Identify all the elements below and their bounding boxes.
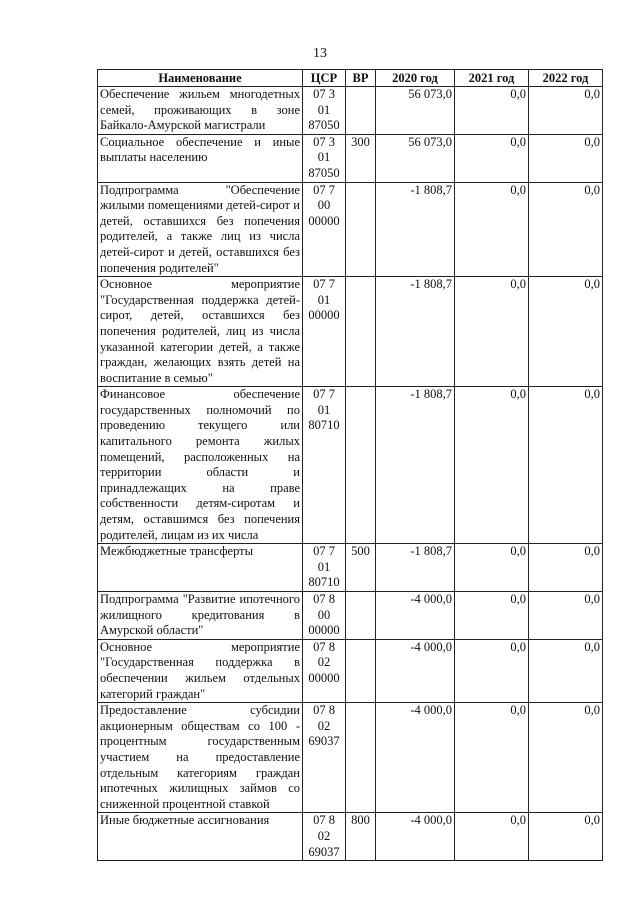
row-csr: 07 8 02 69037 [303, 703, 346, 813]
header-name: Наименование [98, 70, 303, 87]
row-vr [346, 703, 376, 813]
table-row [98, 592, 603, 640]
row-2022: 0,0 [529, 277, 603, 387]
row-name: Подпрограмма "Развитие ипотечного жилищного кредитования в Амурской области" [98, 592, 303, 640]
row-2021: 0,0 [455, 639, 529, 702]
header-csr: ЦСР [303, 70, 346, 87]
table-header-row [98, 70, 603, 87]
row-2020: 56 073,0 [376, 87, 455, 135]
row-name: Обеспечение жильем многодетных семей, проживающих в зоне Байкало-Амурской магистрали [98, 87, 303, 135]
row-2022: 0,0 [529, 87, 603, 135]
row-name: Иные бюджетные ассигнования [98, 813, 303, 861]
row-2022: 0,0 [529, 134, 603, 182]
row-2021: 0,0 [455, 703, 529, 813]
row-vr [346, 87, 376, 135]
row-name: Подпрограмма "Обеспечение жилыми помещениями детей-сирот и детей, оставшихся без попечения родителей, а также лиц из числа детей-сирот и детей, оставшихся без попечения родителей" [98, 182, 303, 277]
row-2020: -1 808,7 [376, 387, 455, 544]
row-name: Основное мероприятие "Государственная поддержка детей-сирот, детей, оставшихся без попечения родителей, лиц из числа указанной категории детей, а также граждан, желающих взять детей на воспитание в семью" [98, 277, 303, 387]
header-2022: 2022 год [529, 70, 603, 87]
table-row [98, 134, 603, 182]
budget-table [97, 69, 603, 861]
table-row [98, 182, 603, 277]
row-2022: 0,0 [529, 639, 603, 702]
row-csr: 07 8 02 69037 [303, 813, 346, 861]
table-row [98, 387, 603, 544]
row-vr [346, 277, 376, 387]
row-2020: -1 808,7 [376, 277, 455, 387]
row-2020: -1 808,7 [376, 544, 455, 592]
row-csr: 07 7 01 80710 [303, 544, 346, 592]
row-2020: -4 000,0 [376, 813, 455, 861]
header-2020: 2020 год [376, 70, 455, 87]
row-2021: 0,0 [455, 592, 529, 640]
row-2022: 0,0 [529, 182, 603, 277]
row-vr [346, 592, 376, 640]
row-vr: 500 [346, 544, 376, 592]
row-csr: 07 8 00 00000 [303, 592, 346, 640]
table-row [98, 639, 603, 702]
row-vr [346, 182, 376, 277]
header-2021: 2021 год [455, 70, 529, 87]
row-2020: 56 073,0 [376, 134, 455, 182]
table-row [98, 277, 603, 387]
page-number: 13 [313, 46, 327, 61]
row-2021: 0,0 [455, 87, 529, 135]
row-2020: -1 808,7 [376, 182, 455, 277]
row-name: Межбюджетные трансферты [98, 544, 303, 592]
row-vr [346, 639, 376, 702]
row-csr: 07 7 00 00000 [303, 182, 346, 277]
row-2021: 0,0 [455, 544, 529, 592]
row-csr: 07 7 01 00000 [303, 277, 346, 387]
row-vr: 300 [346, 134, 376, 182]
row-2021: 0,0 [455, 277, 529, 387]
row-csr: 07 7 01 80710 [303, 387, 346, 544]
table-row [98, 813, 603, 861]
row-name: Социальное обеспечение и иные выплаты населению [98, 134, 303, 182]
row-vr [346, 387, 376, 544]
row-csr: 07 8 02 00000 [303, 639, 346, 702]
row-2020: -4 000,0 [376, 592, 455, 640]
row-name: Финансовое обеспечение государственных полномочий по проведению текущего или капитального ремонта жилых помещений, расположенных на территории области и принадлежащих на праве собственности детям-сиротам и детям, оставшимся без попечения родителей, лицам из их числа [98, 387, 303, 544]
table-row [98, 703, 603, 813]
row-name: Основное мероприятие "Государственная поддержка в обеспечении жильем отдельных категорий граждан" [98, 639, 303, 702]
row-2022: 0,0 [529, 703, 603, 813]
table-row [98, 87, 603, 135]
row-name: Предоставление субсидии акционерным обществам со 100 - процентным государственным участием на предоставление отдельным категориям граждан ипотечных жилищных займов со сниженной процентной ставкой [98, 703, 303, 813]
row-2022: 0,0 [529, 387, 603, 544]
row-2021: 0,0 [455, 387, 529, 544]
row-2022: 0,0 [529, 813, 603, 861]
row-2021: 0,0 [455, 134, 529, 182]
row-2022: 0,0 [529, 544, 603, 592]
row-csr: 07 3 01 87050 [303, 134, 346, 182]
row-2020: -4 000,0 [376, 639, 455, 702]
header-vr: ВР [346, 70, 376, 87]
row-csr: 07 3 01 87050 [303, 87, 346, 135]
table-row [98, 544, 603, 592]
row-2020: -4 000,0 [376, 703, 455, 813]
row-2021: 0,0 [455, 182, 529, 277]
row-2022: 0,0 [529, 592, 603, 640]
row-vr: 800 [346, 813, 376, 861]
row-2021: 0,0 [455, 813, 529, 861]
